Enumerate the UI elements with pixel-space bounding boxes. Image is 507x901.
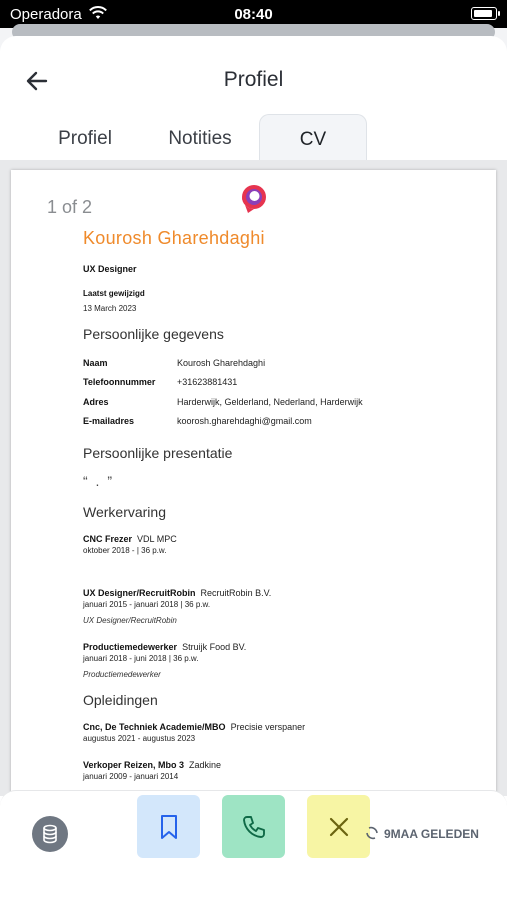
education-heading: Opleidingen — [83, 692, 158, 708]
education-entry — [83, 722, 305, 732]
education-title: Cnc, De Techniek Academie/MBO — [83, 722, 226, 732]
personal-label: E-mailadres — [83, 416, 135, 426]
experience-period: oktober 2018 - | 36 p.w. — [83, 546, 167, 555]
logo-icon — [239, 184, 269, 214]
experience-role: Productiemedewerker — [83, 642, 178, 652]
experience-company: Struijk Food BV. — [182, 642, 247, 652]
page-title: Profiel — [223, 68, 284, 91]
carrier-label: Operadora — [10, 6, 82, 23]
tab-profiel[interactable]: Profiel — [58, 128, 112, 149]
battery-icon — [471, 7, 497, 20]
cv-viewer[interactable] — [0, 160, 507, 796]
last-modified-date: 13 March 2023 — [83, 304, 137, 313]
candidate-name: Kourosh Gharehdaghi — [83, 228, 265, 248]
education-entry — [83, 760, 221, 770]
education-school: Precisie verspaner — [230, 722, 306, 732]
tab-notities[interactable]: Notities — [168, 128, 232, 149]
experience-role: UX Designer/RecruitRobin — [83, 588, 196, 598]
personal-label: Telefoonnummer — [83, 377, 156, 387]
cv-page — [11, 170, 496, 810]
close-icon — [328, 816, 350, 838]
personal-value: koorosh.gharehdaghi@gmail.com — [177, 416, 312, 426]
experience-entry — [83, 642, 246, 652]
database-button[interactable] — [32, 816, 68, 852]
personal-value: Harderwijk, Gelderland, Nederland, Harderwijk — [177, 397, 363, 407]
experience-description: Productiemedewerker — [83, 670, 161, 679]
education-title: Verkoper Reizen, Mbo 3 — [83, 760, 185, 770]
personal-label: Adres — [83, 397, 109, 407]
experience-role: CNC Frezer — [83, 534, 133, 544]
personal-heading: Persoonlijke gegevens — [83, 326, 224, 342]
personal-value: +31623881431 — [177, 377, 238, 387]
bookmark-icon — [157, 814, 181, 840]
call-button[interactable] — [222, 795, 285, 858]
experience-period: januari 2018 - juni 2018 | 36 p.w. — [83, 654, 199, 663]
page-indicator: 1 of 2 — [47, 197, 93, 217]
refresh-icon — [365, 825, 379, 841]
education-school: Zadkine — [189, 760, 222, 770]
database-icon — [32, 816, 68, 852]
experience-company: VDL MPC — [137, 534, 177, 544]
experience-heading: Werkervaring — [83, 504, 166, 520]
action-bar — [0, 790, 507, 901]
presentation-heading: Persoonlijke presentatie — [83, 445, 233, 461]
experience-company: RecruitRobin B.V. — [200, 588, 272, 598]
bookmark-button[interactable] — [137, 795, 200, 858]
experience-entry — [83, 588, 271, 598]
education-period: augustus 2021 - augustus 2023 — [83, 734, 196, 743]
tab-cv[interactable]: CV — [259, 114, 367, 161]
experience-entry — [83, 534, 177, 544]
clock: 08:40 — [234, 6, 273, 23]
job-title: UX Designer — [83, 264, 137, 274]
experience-period: januari 2015 - januari 2018 | 36 p.w. — [83, 600, 211, 609]
phone-icon — [241, 814, 267, 840]
reject-button[interactable] — [307, 795, 370, 858]
personal-label: Naam — [83, 358, 108, 368]
personal-value: Kourosh Gharehdaghi — [177, 358, 266, 368]
time-ago-label: 9MAA GELEDEN — [384, 827, 479, 841]
experience-description: UX Designer/RecruitRobin — [83, 616, 177, 625]
presentation-quote: “ . ” — [83, 473, 114, 489]
last-modified-label: Laatst gewijzigd — [83, 289, 145, 298]
education-period: januari 2009 - januari 2014 — [83, 772, 179, 781]
